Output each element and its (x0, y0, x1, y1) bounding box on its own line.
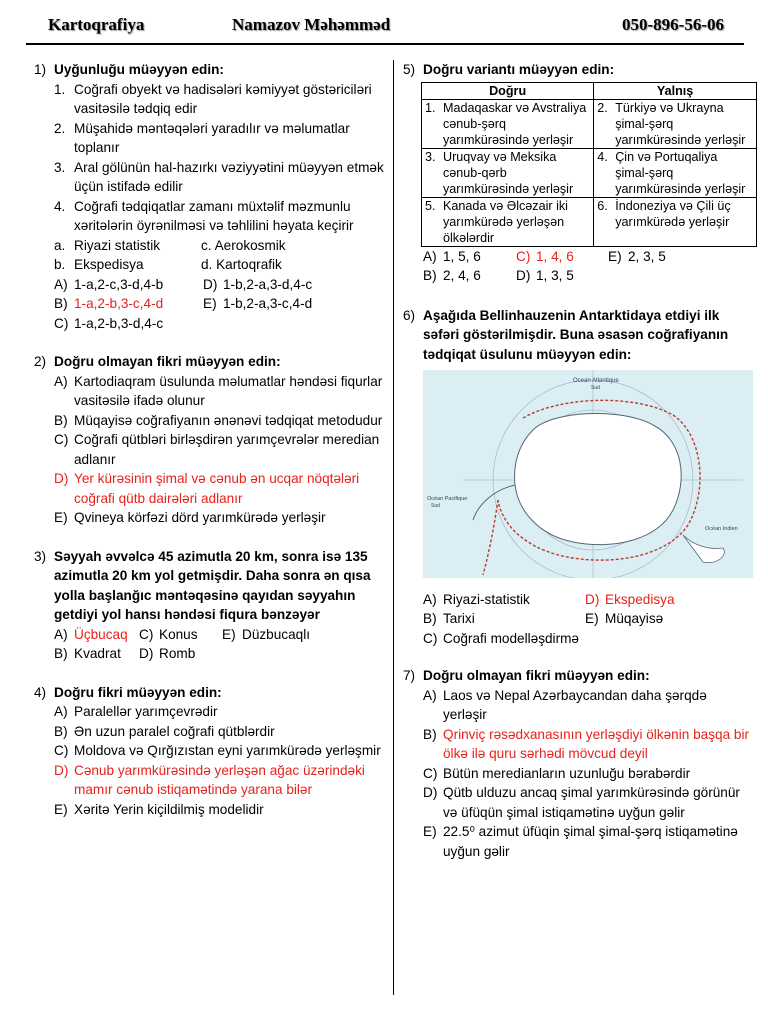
header-rule (26, 43, 744, 45)
answer-label: E) (423, 824, 437, 839)
statement-text: Madaqaskar və Avstraliya cənub-şərq yarımkürəsində yerləşir (443, 100, 587, 147)
question-number: 4) (34, 684, 47, 700)
question-6 (403, 306, 753, 649)
item-number: 2. (54, 120, 66, 136)
answer-label: B) (54, 296, 68, 311)
header-phone: 050-896-56-06 (622, 15, 724, 34)
answer-option[interactable]: Kvadrat (74, 646, 121, 661)
column-header-false: Yalnış (594, 82, 757, 99)
question-number: 2) (34, 354, 47, 369)
answer-option[interactable]: 2, 4, 6 (443, 268, 481, 283)
answer-label: E) (54, 510, 68, 525)
answer-label: A) (54, 626, 68, 642)
question-number: 3) (34, 548, 47, 564)
letter-label: a. (54, 237, 66, 253)
correct-answer-option[interactable]: Üçbucaq (74, 626, 128, 642)
question-title: Səyyah əvvəlcə 45 azimutla 20 km, sonra isə 135 azimutla 20 km yol getmişdir. Daha sonra ən qısa yolla başlanğıc məntəqəsinə qayıdan səyyahın getdiyi yol hansı həndəsi fiqura bənzəyər (54, 548, 371, 622)
item-text: Coğrafi obyekt və hadisələri kəmiyyət göstəriciləri vasitəsilə tədqiq edir (74, 81, 372, 116)
correct-answer-option[interactable]: Cənub yarımkürəsində yerləşən ağac üzərindəki mamır cənub istiqamətində yarana bilər (74, 762, 365, 797)
answer-option[interactable]: Konus (159, 626, 198, 642)
item-text: Coğrafi tədqiqatlar zamanı müxtəlif məzmunlu xəritələrin öyrənilməsi və təhlilini həyata keçirir (74, 198, 354, 233)
answer-option[interactable]: Düzbucaqlı (242, 626, 311, 642)
question-title: Doğru olmayan fikri müəyyən edin: (54, 354, 281, 369)
question-title: Doğru olmayan fikri müəyyən edin: (423, 668, 650, 683)
answer-label: C) (516, 248, 531, 264)
statement-number: 2. (597, 100, 608, 115)
answer-label: D) (54, 471, 69, 486)
table-row (422, 148, 757, 197)
answer-label: B) (423, 726, 437, 742)
letter-text: Ekspedisya (74, 257, 144, 272)
correct-answer-option[interactable]: Yer kürəsinin şimal və cənub ən ucqar nöqtələri coğrafi qütb dairələri adlanır (74, 471, 360, 506)
answer-option[interactable]: Qütb ulduzu ancaq şimal yarımkürəsində görünür və üfüqün şimal istiqamətinə uyğun gəlir (443, 785, 740, 820)
answer-label: E) (585, 611, 599, 626)
question-title: Aşağıda Bellinhauzenin Antarktidaya etdiyi ilk səfəri göstərilmişdir. Buna əsasən coğrafiyanın tədqiqat üsulunu müəyyən edin: (423, 307, 729, 362)
answer-label: A) (54, 704, 68, 719)
header-subject: Kartoqrafiya (48, 15, 145, 34)
table-row (422, 99, 757, 148)
answer-option[interactable]: Romb (159, 646, 196, 661)
item-number: 1. (54, 81, 66, 97)
answer-option[interactable]: 1, 3, 5 (536, 268, 574, 283)
statement-number: 6. (597, 198, 608, 213)
answer-label: E) (54, 801, 68, 817)
answer-option[interactable]: Xəritə Yerin kiçildilmiş modelidir (74, 801, 264, 817)
statement-text: Türkiyə və Ukrayna şimal-şərq yarımkürəsində yerləşir (615, 100, 746, 147)
answer-label: A) (54, 276, 68, 292)
correct-answer-option[interactable]: 1-a,2-b,3-c,4-d (74, 296, 164, 311)
answer-option[interactable]: Riyazi-statistik (443, 591, 530, 607)
question-3 (34, 547, 386, 664)
answer-label: C) (423, 765, 438, 781)
statement-text: Uruqvay və Meksika cənub-qərb yarımkürəsində yerləşir (443, 149, 574, 196)
answer-label: E) (222, 626, 236, 642)
statement-number: 5. (425, 198, 436, 213)
answer-label: D) (203, 276, 218, 292)
antarctica-expedition-map (423, 370, 753, 578)
answer-option[interactable]: Laos və Nepal Azərbaycandan daha şərqdə yerləşir (443, 687, 707, 722)
answer-option[interactable]: Müqayisə (605, 611, 664, 626)
answer-label: C) (139, 626, 154, 642)
statement-number: 3. (425, 149, 436, 164)
correct-answer-option[interactable]: Ekspedisya (605, 591, 675, 607)
answer-label: A) (423, 248, 437, 264)
map-label-indian: Océan Indien (705, 526, 738, 532)
answer-option[interactable]: 1-b,2-a,3-d,4-c (223, 276, 313, 292)
question-number: 1) (34, 62, 47, 77)
item-text: Müşahidə məntəqələri yaradılır və məlumatlar toplanır (74, 120, 350, 155)
answer-label: D) (585, 591, 600, 607)
map-label-atlantic-sud: Sud (591, 385, 600, 391)
map-label-pacific-sud: Sud (431, 503, 440, 509)
question-7 (403, 666, 753, 861)
answer-option[interactable]: Müqayisə coğrafiyanın ənənəvi tədqiqat metodudur (74, 412, 383, 428)
question-number: 5) (403, 62, 416, 77)
question-4 (34, 683, 386, 820)
answer-option[interactable]: Tarixi (443, 611, 475, 626)
question-2 (34, 352, 386, 528)
answer-option[interactable]: Ən uzun paralel coğrafi qütblərdir (74, 723, 275, 739)
map-label-pacific: Océan Pacifique (427, 496, 468, 502)
answer-label: C) (54, 743, 69, 758)
item-text: Aral gölünün hal-hazırkı vəziyyətini müəyyən etmək üçün istifadə edilir (74, 159, 384, 194)
answer-option[interactable]: 1-a,2-c,3-d,4-b (74, 276, 164, 292)
answer-label: E) (608, 248, 622, 264)
correct-answer-option[interactable]: Qrinviç rəsədxanasının yerləşdiyi ölkənin başqa bir ölkə ilə quru sərhədi mövcud deyil (443, 726, 750, 761)
true-false-table (421, 82, 757, 247)
answer-option[interactable]: 1-a,2-b,3-d,4-c (74, 315, 164, 331)
answer-label: E) (203, 296, 217, 311)
answer-option[interactable]: Moldova və Qırğızıstan eyni yarımkürədə yerləşmir (74, 743, 381, 758)
statement-number: 1. (425, 100, 436, 115)
answer-option[interactable]: 1, 5, 6 (443, 248, 481, 264)
question-title: Uyğunluğu müəyyən edin: (54, 62, 224, 77)
letter-text: Riyazi statistik (74, 237, 161, 253)
answer-option[interactable]: 1-b,2-a,3-c,4-d (223, 296, 313, 311)
answer-label: B) (423, 611, 437, 626)
question-title: Doğru variantı müəyyən edin: (423, 62, 615, 77)
answer-option[interactable]: Qvineya körfəzi dörd yarımkürədə yerləşir (74, 510, 326, 525)
letter-label: b. (54, 257, 66, 272)
answer-label: A) (54, 373, 68, 389)
answer-option[interactable]: Kartodiaqram üsulunda məlumatlar həndəsi fiqurlar vasitəsilə ifadə olunur (74, 373, 383, 408)
answer-option[interactable]: 22.5⁰ azimut üfüqin şimal şimal-şərq istiqamətinə uyğun gəlir (443, 824, 738, 859)
item-number: 3. (54, 159, 66, 175)
header-author: Namazov Məhəmməd (232, 15, 391, 34)
letter-text: d. Kartoqrafik (201, 257, 282, 272)
answer-option[interactable]: Coğrafi qütbləri birləşdirən yarımçevrələr meredian adlanır (74, 432, 380, 467)
table-row (422, 197, 757, 246)
answer-label: D) (139, 646, 154, 661)
right-column (403, 60, 753, 875)
answer-label: D) (516, 268, 531, 283)
question-number: 7) (403, 668, 416, 683)
answer-label: A) (423, 591, 437, 607)
answer-label: B) (54, 723, 68, 739)
answer-label: A) (423, 687, 437, 703)
statement-text: Çin və Portuqaliya şimal-şərq yarımkürəsində yerləşir (615, 149, 746, 196)
answer-option[interactable]: Bütün meredianların uzunluğu bərabərdir (443, 765, 691, 781)
left-column (34, 60, 386, 833)
answer-option[interactable]: 2, 3, 5 (628, 248, 666, 264)
answer-label: C) (54, 432, 69, 447)
column-divider (393, 60, 394, 995)
question-number: 6) (403, 307, 416, 323)
answer-label: C) (54, 315, 69, 331)
statement-number: 4. (597, 149, 608, 164)
answer-label: B) (423, 268, 437, 283)
answer-option[interactable]: Coğrafi modelləşdirmə (443, 630, 579, 646)
answer-label: D) (54, 762, 69, 778)
question-title: Doğru fikri müəyyən edin: (54, 684, 222, 700)
answer-label: C) (423, 630, 438, 646)
question-1 (34, 60, 386, 333)
statement-text: Kanada və Əlcəzair iki yarımkürədə yerləşən ölkələrdir (443, 198, 568, 245)
answer-label: D) (423, 785, 438, 800)
statement-text: İndoneziya və Çili üç yarımkürədə yerləşir (615, 198, 731, 229)
correct-answer-option[interactable]: 1, 4, 6 (536, 248, 574, 264)
column-header-true: Doğru (422, 82, 594, 99)
page-header (0, 0, 768, 46)
answer-label: B) (54, 646, 68, 661)
question-5 (403, 60, 753, 286)
letter-text: c. Aerokosmik (201, 237, 286, 253)
antarctica-landmass (515, 414, 682, 545)
map-label-atlantic: Ocean Atlantique (573, 378, 619, 384)
item-number: 4. (54, 198, 66, 214)
answer-option[interactable]: Paralellər yarımçevrədir (74, 704, 218, 719)
answer-label: B) (54, 412, 68, 428)
